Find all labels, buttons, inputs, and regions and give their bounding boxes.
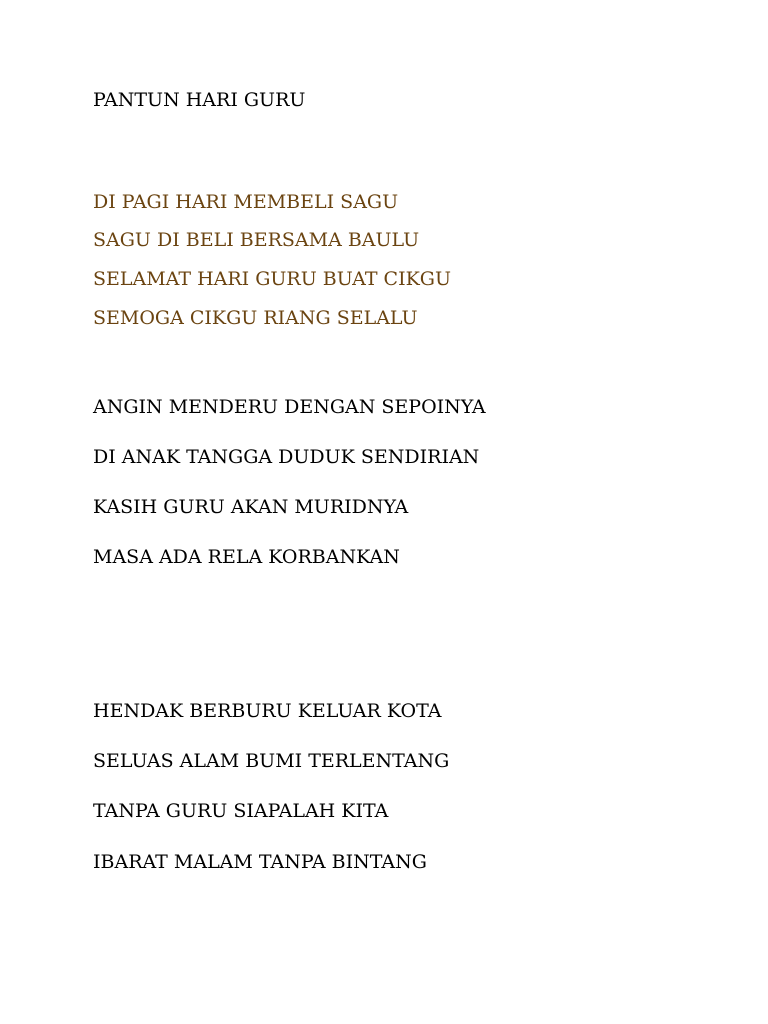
stanza-1-line-3: SELAMAT HARI GURU BUAT CIKGU [93,268,451,290]
stanza-2-line-4: MASA ADA RELA KORBANKAN [93,546,400,568]
stanza-1-line-1: DI PAGI HARI MEMBELI SAGU [93,191,399,213]
document-title: PANTUN HARI GURU [93,89,306,111]
stanza-2-line-2: DI ANAK TANGGA DUDUK SENDIRIAN [93,446,480,468]
stanza-1-line-4: SEMOGA CIKGU RIANG SELALU [93,307,418,329]
stanza-3-line-3: TANPA GURU SIAPALAH KITA [93,800,389,822]
stanza-2-line-3: KASIH GURU AKAN MURIDNYA [93,496,409,518]
stanza-2-line-1: ANGIN MENDERU DENGAN SEPOINYA [93,396,486,418]
stanza-1-line-2: SAGU DI BELI BERSAMA BAULU [93,229,420,251]
stanza-3-line-2: SELUAS ALAM BUMI TERLENTANG [93,750,450,772]
stanza-3-line-4: IBARAT MALAM TANPA BINTANG [93,851,427,873]
stanza-3-line-1: HENDAK BERBURU KELUAR KOTA [93,700,442,722]
